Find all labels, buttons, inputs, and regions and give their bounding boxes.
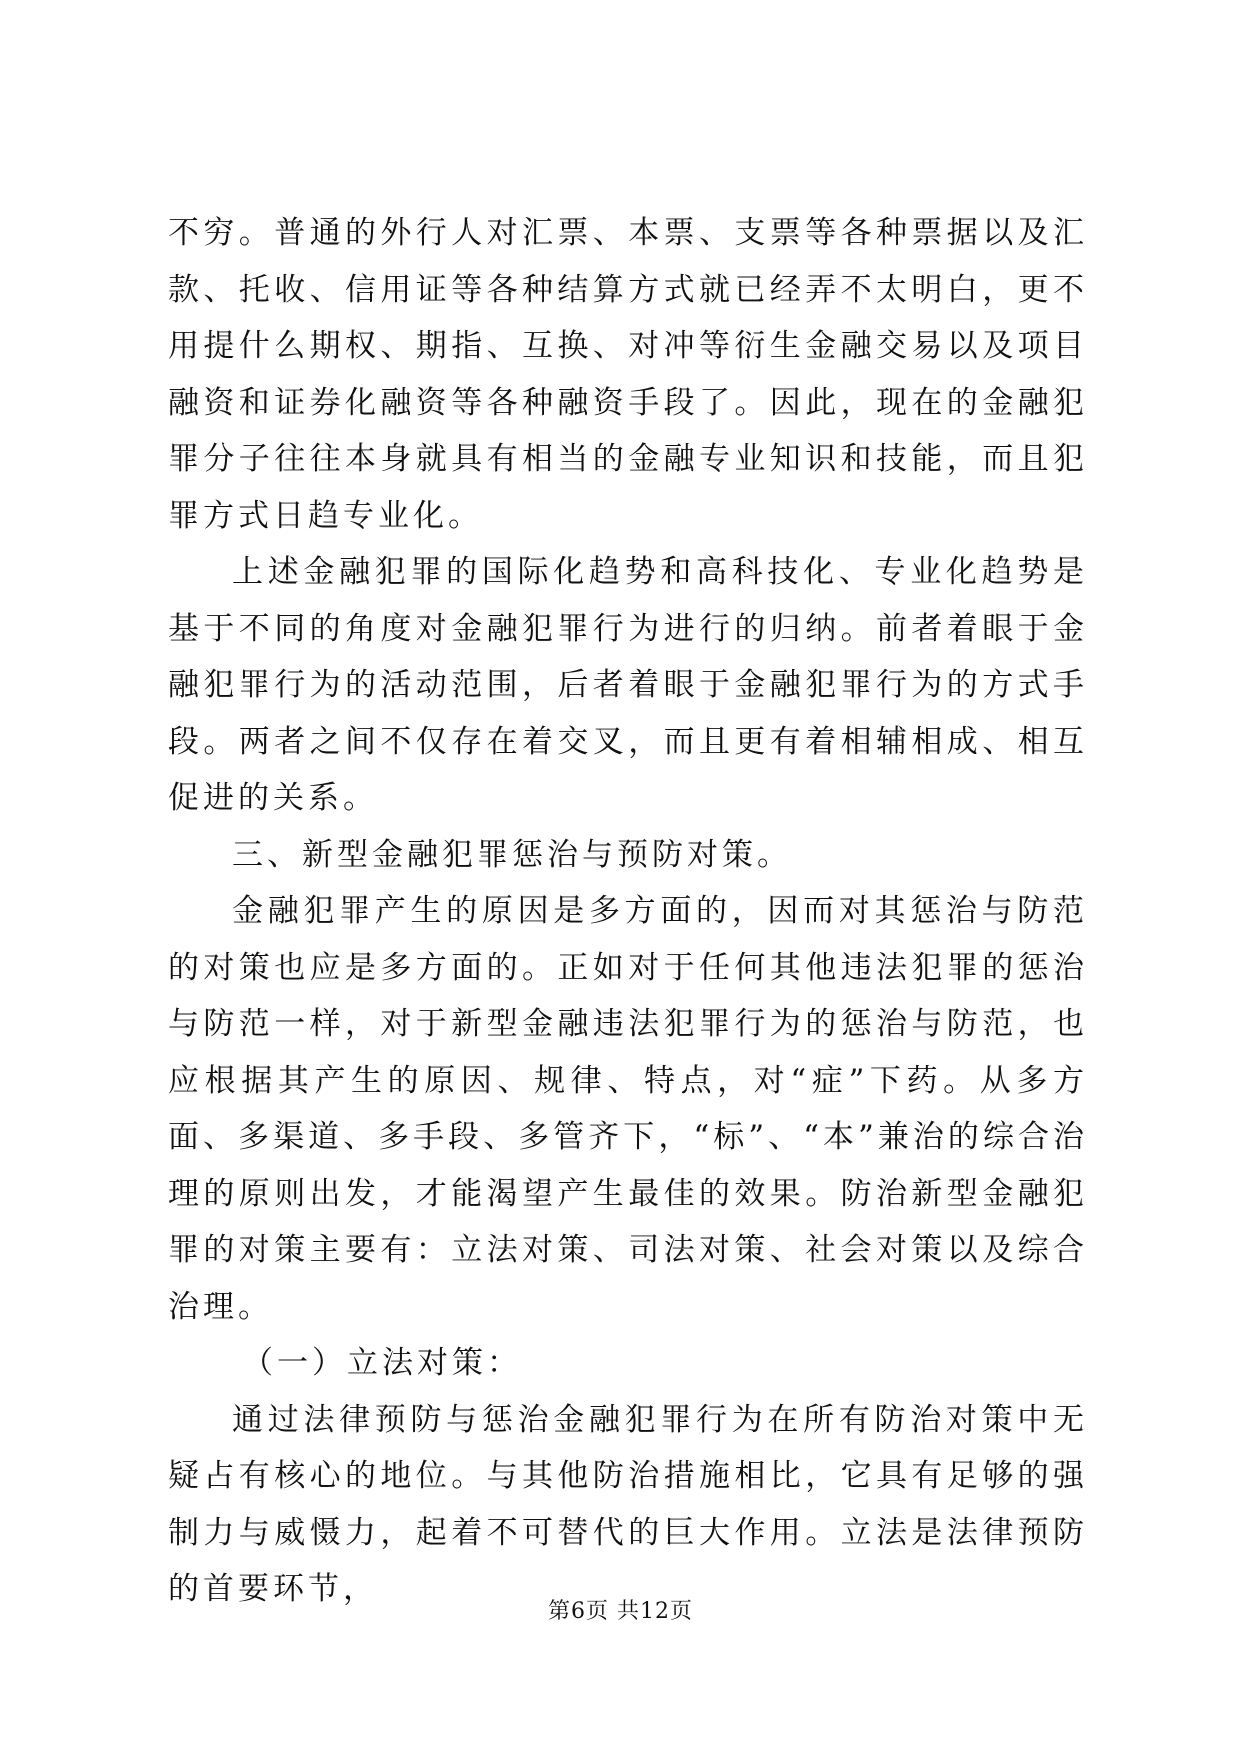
paragraph-1: 不穷。普通的外行人对汇票、本票、支票等各种票据以及汇款、托收、信用证等各种结算方式就已经弄不太明白，更不用提什么期权、期指、互换、对冲等衍生金融交易以及项目融资和证券化融资等各种融资手段了。因此，现在的金融犯罪分子往往本身就具有相当的金融专业知识和技能，而且犯罪方式日趋专业化。 [168, 215, 1088, 534]
paragraph-3: 金融犯罪产生的原因是多方面的，因而对其惩治与防范的对策也应是多方面的。正如对于任何其他违法犯罪的惩治与防范一样，对于新型金融违法犯罪行为的惩治与防范，也应根据其产生的原因、规律、特点，对“症”下药。从多方面、多渠道、多手段、多管齐下，“标”、“本”兼治的综合治理的原则出发，才能渴望产生最佳的效果。防治新型金融犯罪的对策主要有：立法对策、司法对策、社会对策以及综合治理。 [168, 893, 1088, 1325]
paragraph-4: 通过法律预防与惩治金融犯罪行为在所有防治对策中无疑占有核心的地位。与其他防治措施相比，它具有足够的强制力与威慑力，起着不可替代的巨大作用。立法是法律预防的首要环节， [168, 1401, 1088, 1607]
subsection-heading: （一）立法对策： [242, 1345, 522, 1381]
body-text [168, 205, 1088, 1618]
page-footer: 第6页 共12页 [548, 1599, 693, 1624]
paragraph-2: 上述金融犯罪的国际化趋势和高科技化、专业化趋势是基于不同的角度对金融犯罪行为进行的归纳。前者着眼于金融犯罪行为的活动范围，后者着眼于金融犯罪行为的方式手段。两者之间不仅存在着交叉，而且更有着相辅相成、相互促进的关系。 [168, 554, 1088, 816]
section-heading: 三、新型金融犯罪惩治与预防对策。 [232, 836, 792, 873]
